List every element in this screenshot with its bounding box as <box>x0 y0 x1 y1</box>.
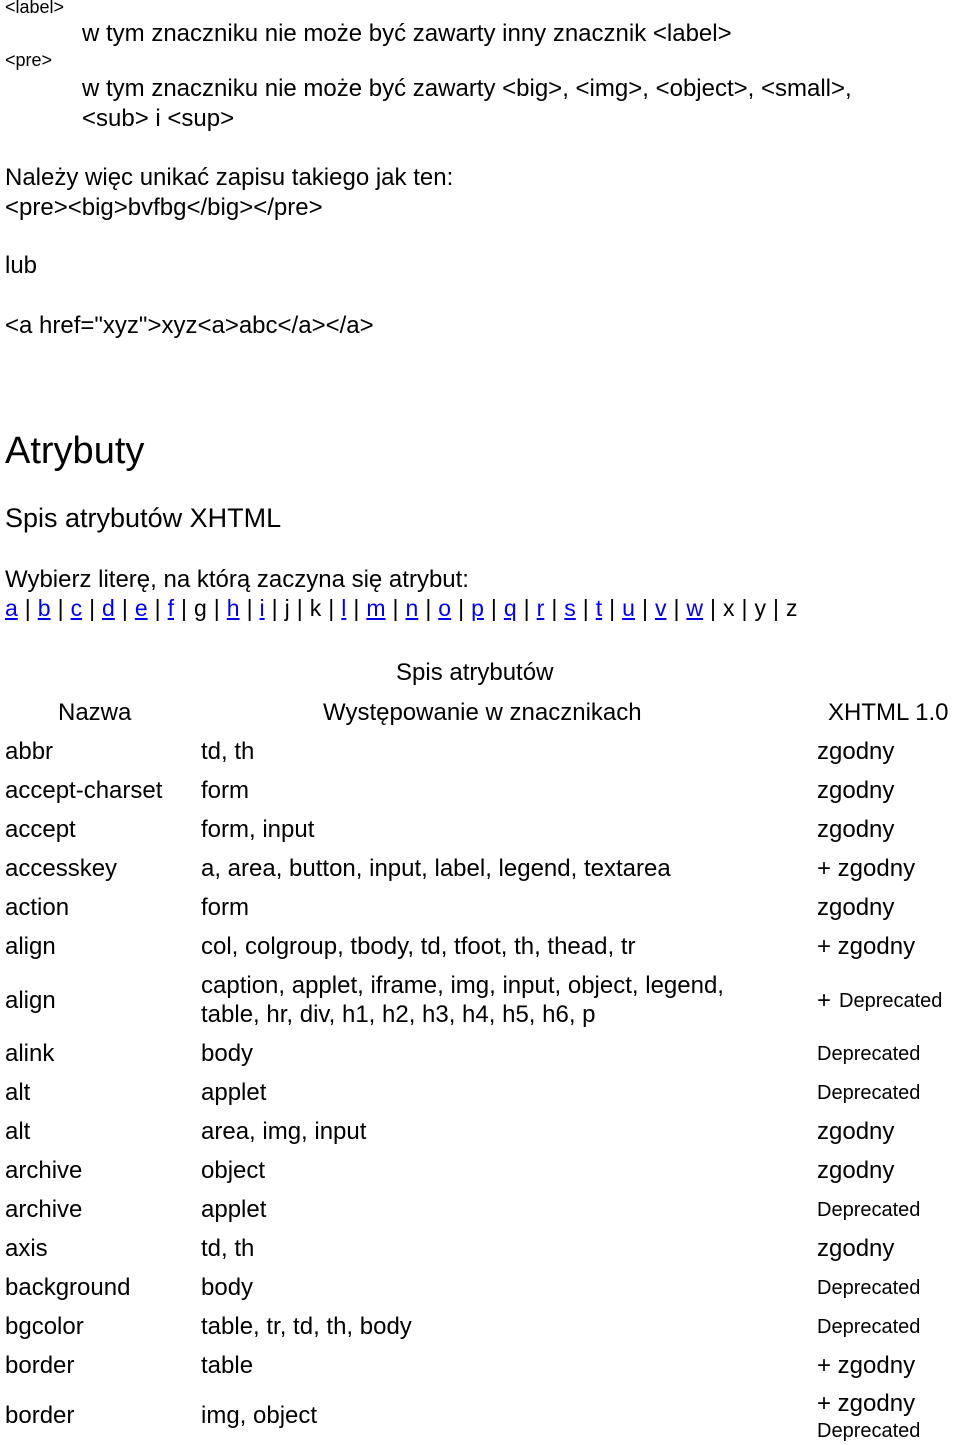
letter-separator: | <box>425 595 432 621</box>
letter-y: y <box>754 595 767 621</box>
row-tags: col, colgroup, tbody, td, tfoot, th, thead, tr <box>201 933 636 960</box>
letter-g: g <box>193 595 207 621</box>
pre-tag: <pre> <box>5 50 53 70</box>
row-status-line1: + zgodny <box>817 1390 916 1417</box>
label-restriction-note: w tym znaczniku nie może być zawarty inny znacznik <label> <box>82 20 732 47</box>
avoid-example-anchor: <a href="xyz">xyz<a>abc</a></a> <box>5 312 374 339</box>
row-status: zgodny <box>817 777 895 804</box>
row-tags: img, object <box>201 1402 318 1429</box>
letter-link-c[interactable]: c <box>70 595 83 621</box>
letter-separator: | <box>353 595 360 621</box>
row-tags: body <box>201 1040 254 1067</box>
row-status: + zgodny <box>817 933 916 960</box>
letter-separator: | <box>271 595 278 621</box>
letter-x: x <box>723 595 735 621</box>
letter-index-nav <box>5 595 798 622</box>
letter-separator: | <box>609 595 616 621</box>
letter-link-m[interactable]: m <box>366 595 386 621</box>
avoid-intro: Należy więc unikać zapisu takiego jak ten: <box>5 164 454 191</box>
letter-k: k <box>309 595 322 621</box>
letter-separator: | <box>490 595 497 621</box>
row-tags: table <box>201 1352 254 1379</box>
row-name: archive <box>5 1157 83 1184</box>
column-header-xhtml: XHTML 1.0 <box>828 699 949 726</box>
section-subheading: Spis atrybutów XHTML <box>5 503 282 533</box>
row-tags-line2: table, hr, div, h1, h2, h3, h4, h5, h6, p <box>201 1001 596 1028</box>
letter-z: z <box>786 595 798 621</box>
letter-link-p[interactable]: p <box>471 595 484 621</box>
row-status-line2: Deprecated <box>817 1420 921 1442</box>
row-status: zgodny <box>817 738 895 765</box>
section-heading: Atrybuty <box>5 430 145 472</box>
letter-separator: | <box>582 595 589 621</box>
letter-link-b[interactable]: b <box>37 595 51 621</box>
row-name: alt <box>5 1079 31 1106</box>
row-status: zgodny <box>817 816 895 843</box>
row-tags: td, th <box>201 1235 255 1262</box>
row-tags: td, th <box>201 738 255 765</box>
row-tags: table, tr, td, th, body <box>201 1313 412 1340</box>
row-tags: form, input <box>201 816 315 843</box>
letter-separator: | <box>551 595 558 621</box>
letter-separator: | <box>710 595 717 621</box>
avoid-example-pre: <pre><big>bvfbg</big></pre> <box>5 194 323 221</box>
row-name: align <box>5 987 56 1014</box>
row-status: Deprecated <box>817 1199 921 1221</box>
letter-link-w[interactable]: w <box>686 595 704 621</box>
letter-link-l[interactable]: l <box>341 595 347 621</box>
letter-link-i[interactable]: i <box>259 595 265 621</box>
label-tag: <label> <box>5 0 65 17</box>
letter-j: j <box>284 595 290 621</box>
row-name: alink <box>5 1040 55 1067</box>
row-name: border <box>5 1352 75 1379</box>
row-status: zgodny <box>817 1235 895 1262</box>
row-name: accept-charset <box>5 777 163 804</box>
row-status-plus: + <box>817 987 832 1014</box>
row-status: zgodny <box>817 1157 895 1184</box>
row-name: border <box>5 1402 75 1429</box>
letter-separator: | <box>121 595 128 621</box>
row-name: action <box>5 894 70 921</box>
letter-link-h[interactable]: h <box>226 595 240 621</box>
letter-separator: | <box>328 595 335 621</box>
row-status: zgodny <box>817 894 895 921</box>
letter-separator: | <box>523 595 530 621</box>
row-name: accept <box>5 816 76 843</box>
row-name: bgcolor <box>5 1313 84 1340</box>
letter-link-f[interactable]: f <box>167 595 174 621</box>
row-status: Deprecated <box>817 1277 921 1299</box>
row-tags: body <box>201 1274 254 1301</box>
letter-link-q[interactable]: q <box>503 595 517 621</box>
letter-separator: | <box>181 595 187 621</box>
row-status: Deprecated <box>817 1043 921 1065</box>
letter-separator: | <box>296 595 303 621</box>
letter-link-n[interactable]: n <box>405 595 419 621</box>
letter-link-e[interactable]: e <box>134 595 148 621</box>
letter-separator: | <box>741 595 748 621</box>
row-tags: applet <box>201 1196 267 1223</box>
table-caption: Spis atrybutów <box>396 659 554 686</box>
pre-restriction-note-line1: w tym znaczniku nie może być zawarty <big>, <img>, <object>, <small>, <box>82 75 852 102</box>
letter-separator: | <box>773 595 779 621</box>
letter-separator: | <box>641 595 648 621</box>
letter-link-d[interactable]: d <box>102 595 115 621</box>
column-header-name: Nazwa <box>58 699 132 726</box>
row-tags: form <box>201 777 249 804</box>
row-name: abbr <box>5 738 54 765</box>
letter-separator: | <box>392 595 399 621</box>
letter-separator: | <box>24 595 31 621</box>
row-tags: a, area, button, input, label, legend, textarea <box>201 855 671 882</box>
row-tags: object <box>201 1157 266 1184</box>
letter-separator: | <box>213 595 220 621</box>
letter-link-r[interactable]: r <box>536 595 545 621</box>
row-status: + zgodny <box>817 855 916 882</box>
row-tags-line1: caption, applet, iframe, img, input, object, legend, <box>201 972 724 999</box>
letter-separator: | <box>57 595 64 621</box>
letter-link-a[interactable]: a <box>5 595 18 621</box>
row-status-deprecated: Deprecated <box>839 990 943 1012</box>
letter-separator: | <box>89 595 96 621</box>
row-name: accesskey <box>5 855 118 882</box>
letter-separator: | <box>458 595 465 621</box>
column-header-tags: Występowanie w znacznikach <box>323 699 642 726</box>
row-tags: applet <box>201 1079 267 1106</box>
row-status: + zgodny <box>817 1352 916 1379</box>
row-status: Deprecated <box>817 1082 921 1104</box>
row-tags: form <box>201 894 249 921</box>
row-tags: area, img, input <box>201 1118 367 1145</box>
letter-link-v[interactable]: v <box>654 595 667 621</box>
letter-link-s[interactable]: s <box>564 595 576 621</box>
row-name: align <box>5 933 56 960</box>
row-status: Deprecated <box>817 1316 921 1338</box>
pre-restriction-note-line2: <sub> i <sup> <box>82 105 235 132</box>
letter-separator: | <box>673 595 680 621</box>
row-name: archive <box>5 1196 83 1223</box>
letter-link-o[interactable]: o <box>438 595 452 621</box>
letter-link-u[interactable]: u <box>622 595 635 621</box>
letter-separator: | <box>246 595 253 621</box>
row-name: axis <box>5 1235 48 1262</box>
letter-separator: | <box>154 595 161 621</box>
row-name: background <box>5 1274 131 1301</box>
pick-letter-prompt: Wybierz literę, na którą zaczyna się atrybut: <box>5 566 469 593</box>
row-name: alt <box>5 1118 31 1145</box>
row-status: zgodny <box>817 1118 895 1145</box>
avoid-or: lub <box>5 252 38 279</box>
letter-link-t[interactable]: t <box>595 595 603 621</box>
